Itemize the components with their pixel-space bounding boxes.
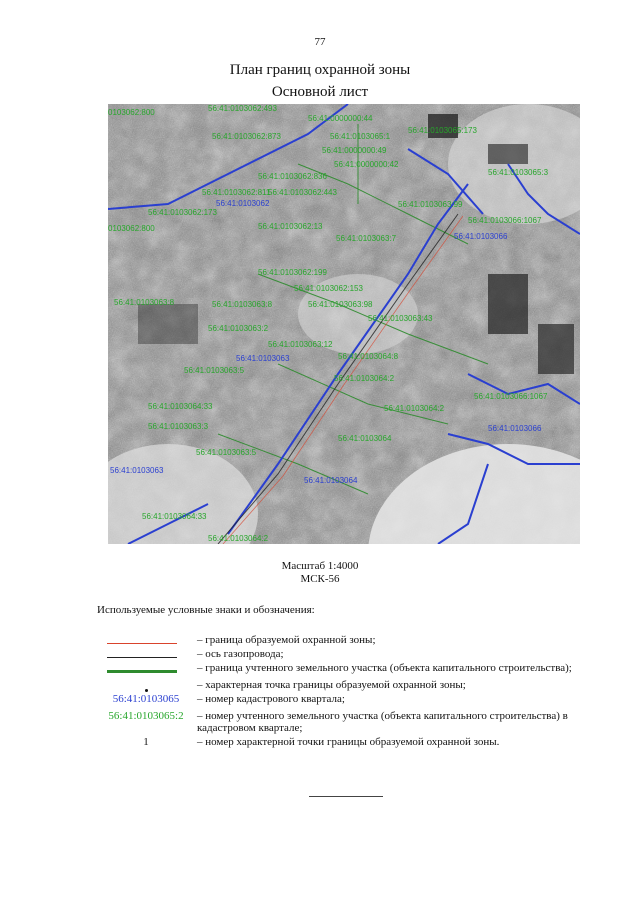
page-number: 77 [314, 36, 326, 48]
map-parcel-label: 56:41:0000000:44 [308, 114, 373, 123]
map-parcel-label: 56:41:0103065:1 [330, 132, 391, 141]
map-parcel-label: 56:41:0103062:836 [258, 172, 327, 181]
gas-axis-line-symbol [107, 657, 177, 658]
document-subtitle: Основной лист [271, 84, 369, 100]
map-parcel-label: 56:41:0103063:3 [148, 422, 209, 431]
map-parcel-label: 56:41:0103064:8 [338, 352, 399, 361]
map-parcel-label: 56:41:0103063:99 [398, 200, 463, 209]
coordinate-system: МСК-56 [300, 573, 340, 585]
map-parcel-label: 56:41:0103066:1067 [468, 216, 542, 225]
map-parcel-label: 0103062:800 [108, 224, 155, 233]
document-title: План границ охранной зоны [229, 62, 411, 78]
map-parcel-label: 56:41:0103064:2 [334, 374, 395, 383]
map-parcel-label: 56:41:0103062:173 [148, 208, 217, 217]
map-parcel-label: 56:41:0103063:98 [308, 300, 373, 309]
legend-heading: Используемые условные знаки и обозначения: [97, 604, 315, 616]
map-parcel-label: 56:41:0103063:2 [208, 324, 269, 333]
map-parcel-label: 0103062:800 [108, 108, 155, 117]
legend-description: – характерная точка границы образуемой охранной зоны; [197, 679, 466, 691]
map-parcel-label: 56:41:0103063:8 [114, 298, 175, 307]
map-quarter-label: 56:41:0103062 [216, 199, 270, 208]
map-parcel-label: 56:41:0103062:13 [258, 222, 323, 231]
map-parcel-label: 56:41:0103063:43 [368, 314, 433, 323]
map-parcel-label: 56:41:0103066:1067 [474, 392, 548, 401]
map-parcel-label: 56:41:0103064 [338, 434, 392, 443]
map-parcel-label: 56:41:0103062:153 [294, 284, 363, 293]
legend-description: – ось газопровода; [197, 648, 284, 660]
map-parcel-label: 56:41:0103063:5 [184, 366, 245, 375]
map-parcel-label: 56:41:0000000:49 [322, 146, 387, 155]
map-parcel-label: 56:41:0103063:7 [336, 234, 397, 243]
parcel-boundary-line-symbol [107, 670, 177, 673]
map-quarter-label: 56:41:0103063 [236, 354, 290, 363]
map-parcel-label: 56:41:0103063:12 [268, 340, 333, 349]
legend-description: – номер характерной точки границы образуемой охранной зоны. [197, 736, 500, 748]
map-parcel-label: 56:41:0103063:8 [212, 300, 273, 309]
point-number-symbol: 1 [143, 736, 149, 748]
map-parcel-label: 56:41:0103065:3 [488, 168, 549, 177]
map-parcel-label: 56:41:0103062:199 [258, 268, 327, 277]
legend-description: – номер учтенного земельного участка (объекта капитального строительства) в кадастровом квартале; [197, 710, 568, 734]
quarter-code-symbol: 56:41:0103065 [112, 693, 180, 705]
map-parcel-label: 56:41:0103062:493 [208, 104, 277, 113]
map-quarter-label: 56:41:0103066 [454, 232, 508, 241]
map-parcel-label: 56:41:0103064:2 [384, 404, 445, 413]
map-quarter-label: 56:41:0103064 [304, 476, 358, 485]
map-parcel-label: 56:41:0103064:2 [208, 534, 269, 543]
map-parcel-label: 56:41:0103062:873 [212, 132, 281, 141]
map-quarter-label: 56:41:0103066 [488, 424, 542, 433]
cadastral-map[interactable] [108, 104, 580, 544]
map-parcel-label: 56:41:0103062:443 [268, 188, 337, 197]
legend-description: – номер кадастрового квартала; [197, 693, 345, 705]
zone-boundary-line-symbol [107, 643, 177, 644]
map-scale: Масштаб 1:4000 [281, 560, 359, 572]
map-parcel-label: 56:41:0103063:5 [196, 448, 257, 457]
legend-description: – граница учтенного земельного участка (объекта капитального строительства); [197, 662, 572, 674]
footer-divider [309, 796, 383, 797]
parcel-code-symbol: 56:41:0103065:2 [108, 710, 184, 722]
legend-description: – граница образуемой охранной зоны; [197, 634, 376, 646]
map-parcel-label: 56:41:0103064:33 [148, 402, 213, 411]
map-parcel-label: 56:41:0000000:42 [334, 160, 399, 169]
map-parcel-label: 56:41:0103062:811 [202, 188, 271, 197]
map-quarter-label: 56:41:0103063 [110, 466, 164, 475]
map-parcel-label: 56:41:0103065:173 [408, 126, 477, 135]
map-parcel-label: 56:41:0103064:33 [142, 512, 207, 521]
